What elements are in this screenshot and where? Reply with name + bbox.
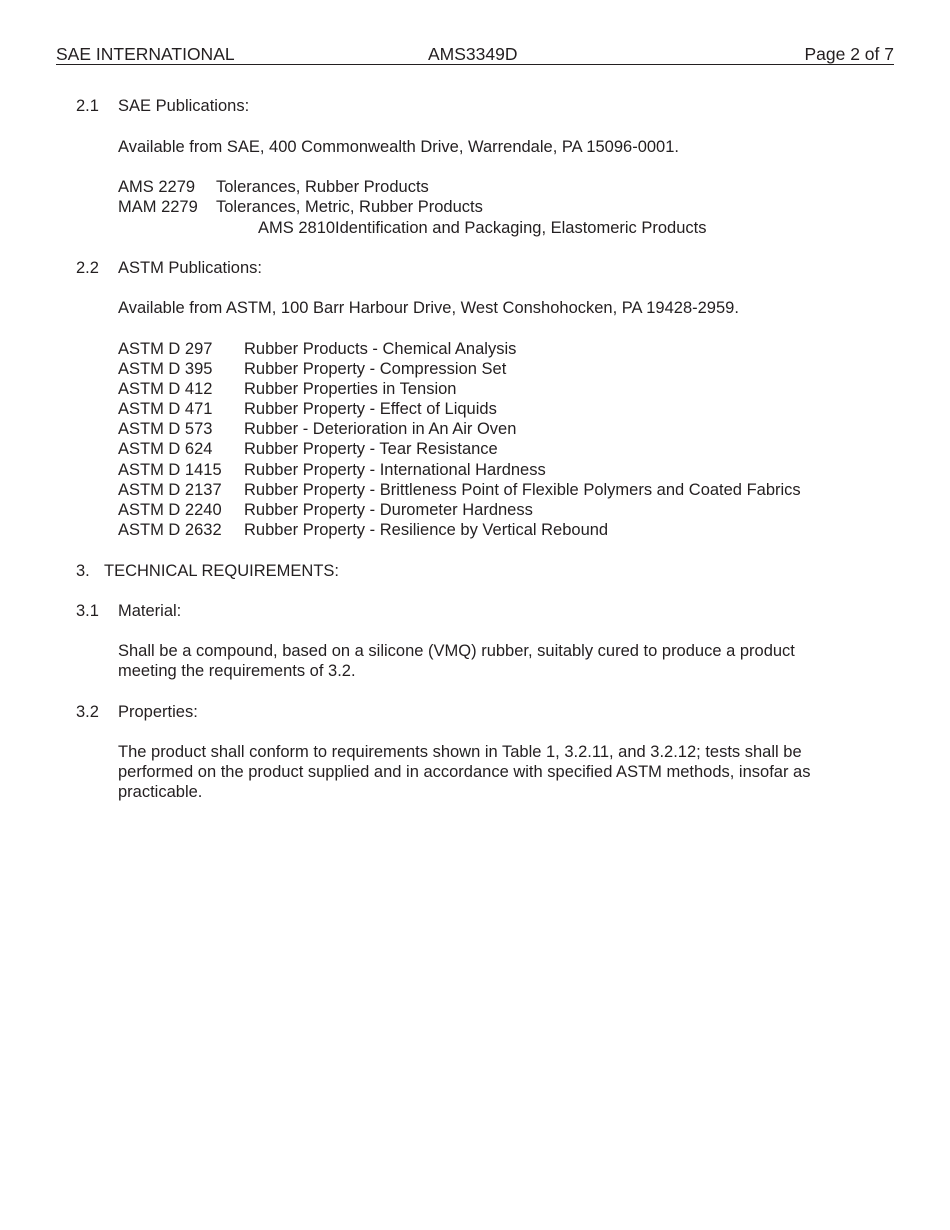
reference-code: ASTM D 2240 — [118, 501, 222, 519]
reference-code: ASTM D 297 — [118, 340, 213, 358]
section-title: Material: — [118, 602, 182, 620]
header-org: SAE INTERNATIONAL — [56, 44, 235, 64]
section-body: Shall be a compound, based on a silicone (VMQ) rubber, suitably cured to produce a product meeting the requirements of 3.2. — [118, 642, 795, 680]
reference-title: Rubber Property - Compression Set — [244, 360, 507, 378]
header-doc-number: AMS3349D — [428, 44, 518, 64]
reference-title: Rubber Properties in Tension — [244, 380, 457, 398]
section-body: The product shall conform to requirements shown in Table 1, 3.2.11, and 3.2.12; tests shall be performed on the product supplied and in accordance with specified ASTM methods, insofar as practicable. — [118, 743, 811, 801]
reference-title: Identification and Packaging, Elastomeric Products — [335, 219, 707, 237]
reference-code: ASTM D 624 — [118, 440, 213, 458]
reference-title: Tolerances, Metric, Rubber Products — [216, 198, 483, 216]
availability-text: Available from SAE, 400 Commonwealth Drive, Warrendale, PA 15096-0001. — [118, 138, 679, 156]
section-number: 2.1 — [76, 97, 99, 115]
section-number: 2.2 — [76, 259, 99, 277]
reference-code: ASTM D 2632 — [118, 521, 222, 539]
reference-code: AMS 2279 — [118, 178, 196, 196]
availability-text: Available from ASTM, 100 Barr Harbour Drive, West Conshohocken, PA 19428-2959. — [118, 299, 739, 317]
reference-code: ASTM D 412 — [118, 380, 213, 398]
reference-title: Rubber Property - International Hardness — [244, 461, 546, 479]
section-title: Properties: — [118, 703, 198, 721]
reference-title: Tolerances, Rubber Products — [216, 178, 429, 196]
reference-title: Rubber Property - Durometer Hardness — [244, 501, 533, 519]
reference-code: AMS 2810 — [258, 219, 336, 237]
reference-code: MAM 2279 — [118, 198, 198, 216]
reference-title: Rubber Products - Chemical Analysis — [244, 340, 517, 358]
page-header — [56, 44, 894, 65]
reference-row — [258, 218, 707, 238]
section-number: 3.2 — [76, 703, 99, 721]
reference-code: ASTM D 1415 — [118, 461, 222, 479]
section-number: 3.1 — [76, 602, 99, 620]
reference-title: Rubber Property - Tear Resistance — [244, 440, 498, 458]
section-title: TECHNICAL REQUIREMENTS: — [104, 562, 339, 580]
reference-title: Rubber - Deterioration in An Air Oven — [244, 420, 517, 438]
section-title: ASTM Publications: — [118, 259, 262, 277]
header-page-label: Page 2 of 7 — [804, 44, 894, 64]
section-number: 3. — [76, 562, 90, 580]
reference-code: ASTM D 471 — [118, 400, 213, 418]
reference-code: ASTM D 573 — [118, 420, 213, 438]
section-title: SAE Publications: — [118, 97, 250, 115]
reference-title: Rubber Property - Effect of Liquids — [244, 400, 497, 418]
reference-code: ASTM D 2137 — [118, 481, 222, 499]
reference-code: ASTM D 395 — [118, 360, 213, 378]
reference-title: Rubber Property - Brittleness Point of Flexible Polymers and Coated Fabrics — [244, 481, 801, 499]
reference-title: Rubber Property - Resilience by Vertical Rebound — [244, 521, 609, 539]
